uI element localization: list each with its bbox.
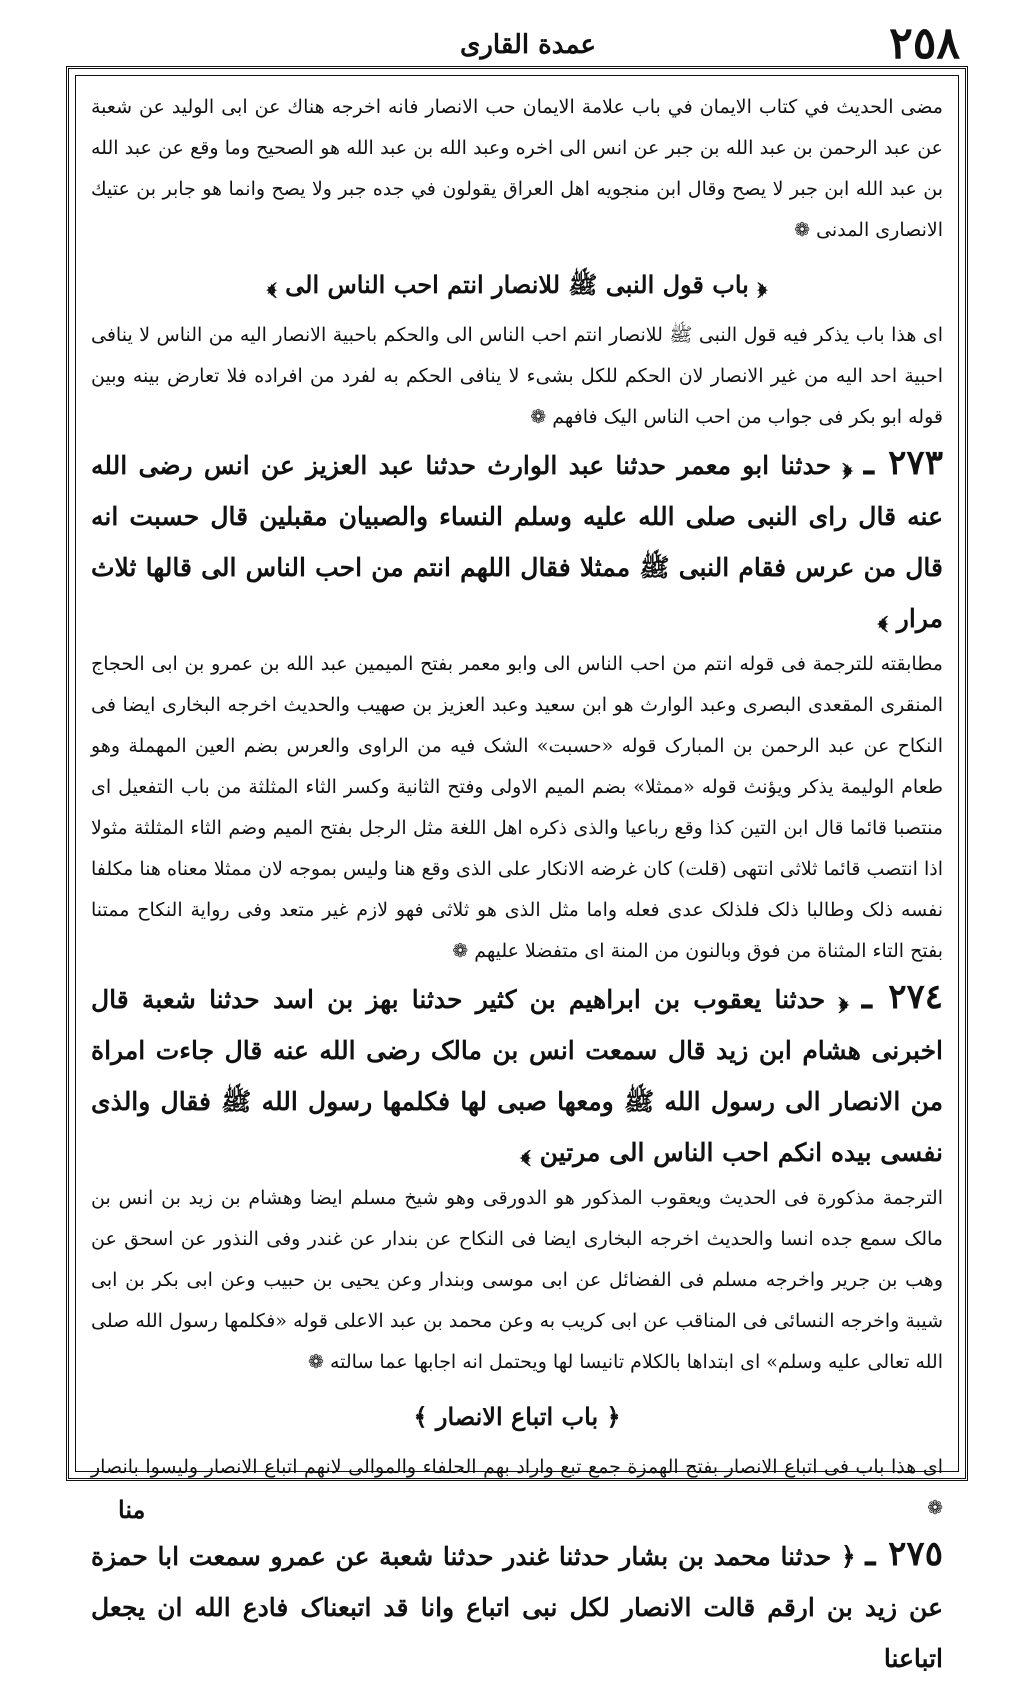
chapter-heading: ﴿ باب اتباع الانصار ﴾ — [413, 1402, 621, 1431]
catchword: منا — [118, 1495, 146, 1524]
hadith-body: ﴿ حدثنا محمد بن بشار حدثنا غندر حدثنا شعبة عن عمرو سمعت ابا حمزة عن زید بن ارقم قالت الانصار لکل نبی اتباع وانا قد اتبعناک فادع الله ان یجعل اتباعنا — [91, 1542, 943, 1673]
hadith-text — [91, 1529, 943, 1684]
commentary-paragraph: ای هذا باب فی اتباع الانصار بفتح الهمزة جمع تبع واراد بهم الحلفاء والموالی لانهم اتباع الانصار ولیسوا بانصار ❁ — [91, 1456, 943, 1519]
text-frame — [66, 66, 968, 1673]
commentary-paragraph: مطابقته للترجمة فی قوله انتم من احب الناس الی وابو معمر بفتح المیمین عبد الله بن عمرو بن ابی الحجاج المنقری المقعدی البصری وعبد الوارث هو ابن سعید وعبد العزیز بن صهیب والحدیث اخرجه البخاری ایضا فی النکاح عن عبد الرحمن بن المبارک قوله «حسبت» الشک فیه من الراوی والعرس بضم العین المهملة وهو طعام الولیمة یذکر ویؤنث قوله «ممثلا» بضم المیم الاولی وفتح الثانیة وکسر الثاء المثلثة من باب التفعیل ای منتصبا قائما قال ابن التین کذا وقع رباعیا والذی ذکره اهل اللغة مثل الرجل بفتح المیم وضم الثاء المثلثة مثولا اذا انتصب قائما ثلاثی انتهی (قلت) کان غرضه الانکار علی الذی وقع هنا ولیس بموجه لان ممثلا معناه هنا مکلفا نفسه ذلک وطالبا ذلک فلذلک عدی فعله واما مثل الذی هو ثلاثی فهو لازم غیر متعد وفی روایة النکاح ممتنا بفتح التاء المثناة من فوق وبالنون من المنة ای متفضلا علیهم ❁ — [91, 653, 943, 962]
page-number: ٢٥٨ — [889, 18, 960, 69]
running-title: عمدة القاری — [460, 30, 596, 60]
hadith-text — [91, 438, 943, 644]
page-body — [91, 87, 943, 1673]
chapter-heading: ﴿ باب قول النبی ﷺ للانصار انتم احب الناس الی ﴾ — [266, 270, 768, 299]
commentary-paragraph: مضى الحديث في كتاب الايمان في باب علامة الايمان حب الانصار فانه اخرجه هناك عن ابى الوليد عن شعبة عن عبد الرحمن بن عبد الله بن جبر عن انس الى اخره وعبد الله بن عبد الله هو الصحيح وما وقع عن عبد الله بن عبد الله ابن جبر لا يصح وقال ابن منجويه اهل العراق يقولون في جده جبر ولا يصح وانما هو جابر بن عتيك الانصارى المدنى ❁ — [91, 96, 943, 241]
hadith-text — [91, 972, 943, 1178]
hadith-number: ٢٧٤ ـ — [861, 977, 943, 1017]
hadith-number: ٢٧٥ ـ — [865, 1534, 943, 1574]
hadith-number: ٢٧٣ ـ — [863, 443, 943, 483]
hadith-body: ﴿ حدثنا یعقوب بن ابراهیم بن کثیر حدثنا بهز بن اسد حدثنا شعبة قال اخبرنی هشام ابن زید قال سمعت انس بن مالک رضی الله عنه قال جاءت امراة من الانصار الی رسول الله ﷺ ومعها صبی لها فکلمها رسول الله ﷺ فقال والذی نفسی بیده انکم احب الناس الی مرتین ﴾ — [91, 985, 943, 1167]
hadith-body: ﴿ حدثنا ابو معمر حدثنا عبد الوارث حدثنا عبد العزیز عن انس رضی الله عنه قال رای النبی صلی الله علیه وسلم النساء والصبیان مقبلین قال حسبت انه قال من عرس فقام النبی ﷺ ممثلا فقال اللهم انتم من احب الناس الی قالها ثلاث مرار ﴾ — [91, 451, 943, 633]
commentary-paragraph: الترجمة مذکورة فی الحدیث ویعقوب المذکور هو الدورقی وهو شیخ مسلم ایضا وهشام بن زید بن انس بن مالک سمع جده انسا والحدیث اخرجه البخاری ایضا فی النکاح عن بندار عن غندر وفی النذور عن اسحق عن وهب بن جریر واخرجه مسلم فی الفضائل عن ابی موسی وبندار وعن یحیی بن حبیب وعن ابی بکر بن ابی شیبة واخرجه النسائی فی المناقب عن ابی کریب به وعن محمد بن عبد الاعلی قوله «فکلمها رسول الله صلی الله تعالی علیه وسلم» ای ابتداها بالکلام تانیسا لها ویحتمل انه اجابها عما سالته ❁ — [91, 1187, 943, 1373]
commentary-paragraph: ای هذا باب یذکر فیه قول النبی ﷺ للانصار انتم احب الناس الی والحکم باحبیة الانصار الیه من الناس لا ینافی احبیة احد الیه من غیر الانصار لان الحکم للکل بشیء لا ینافی الحکم به لفرد من افراده فلا تعارض بینه وبین قوله ابو بکر فی جواب من احب الناس الیک فافهم ❁ — [91, 324, 943, 428]
